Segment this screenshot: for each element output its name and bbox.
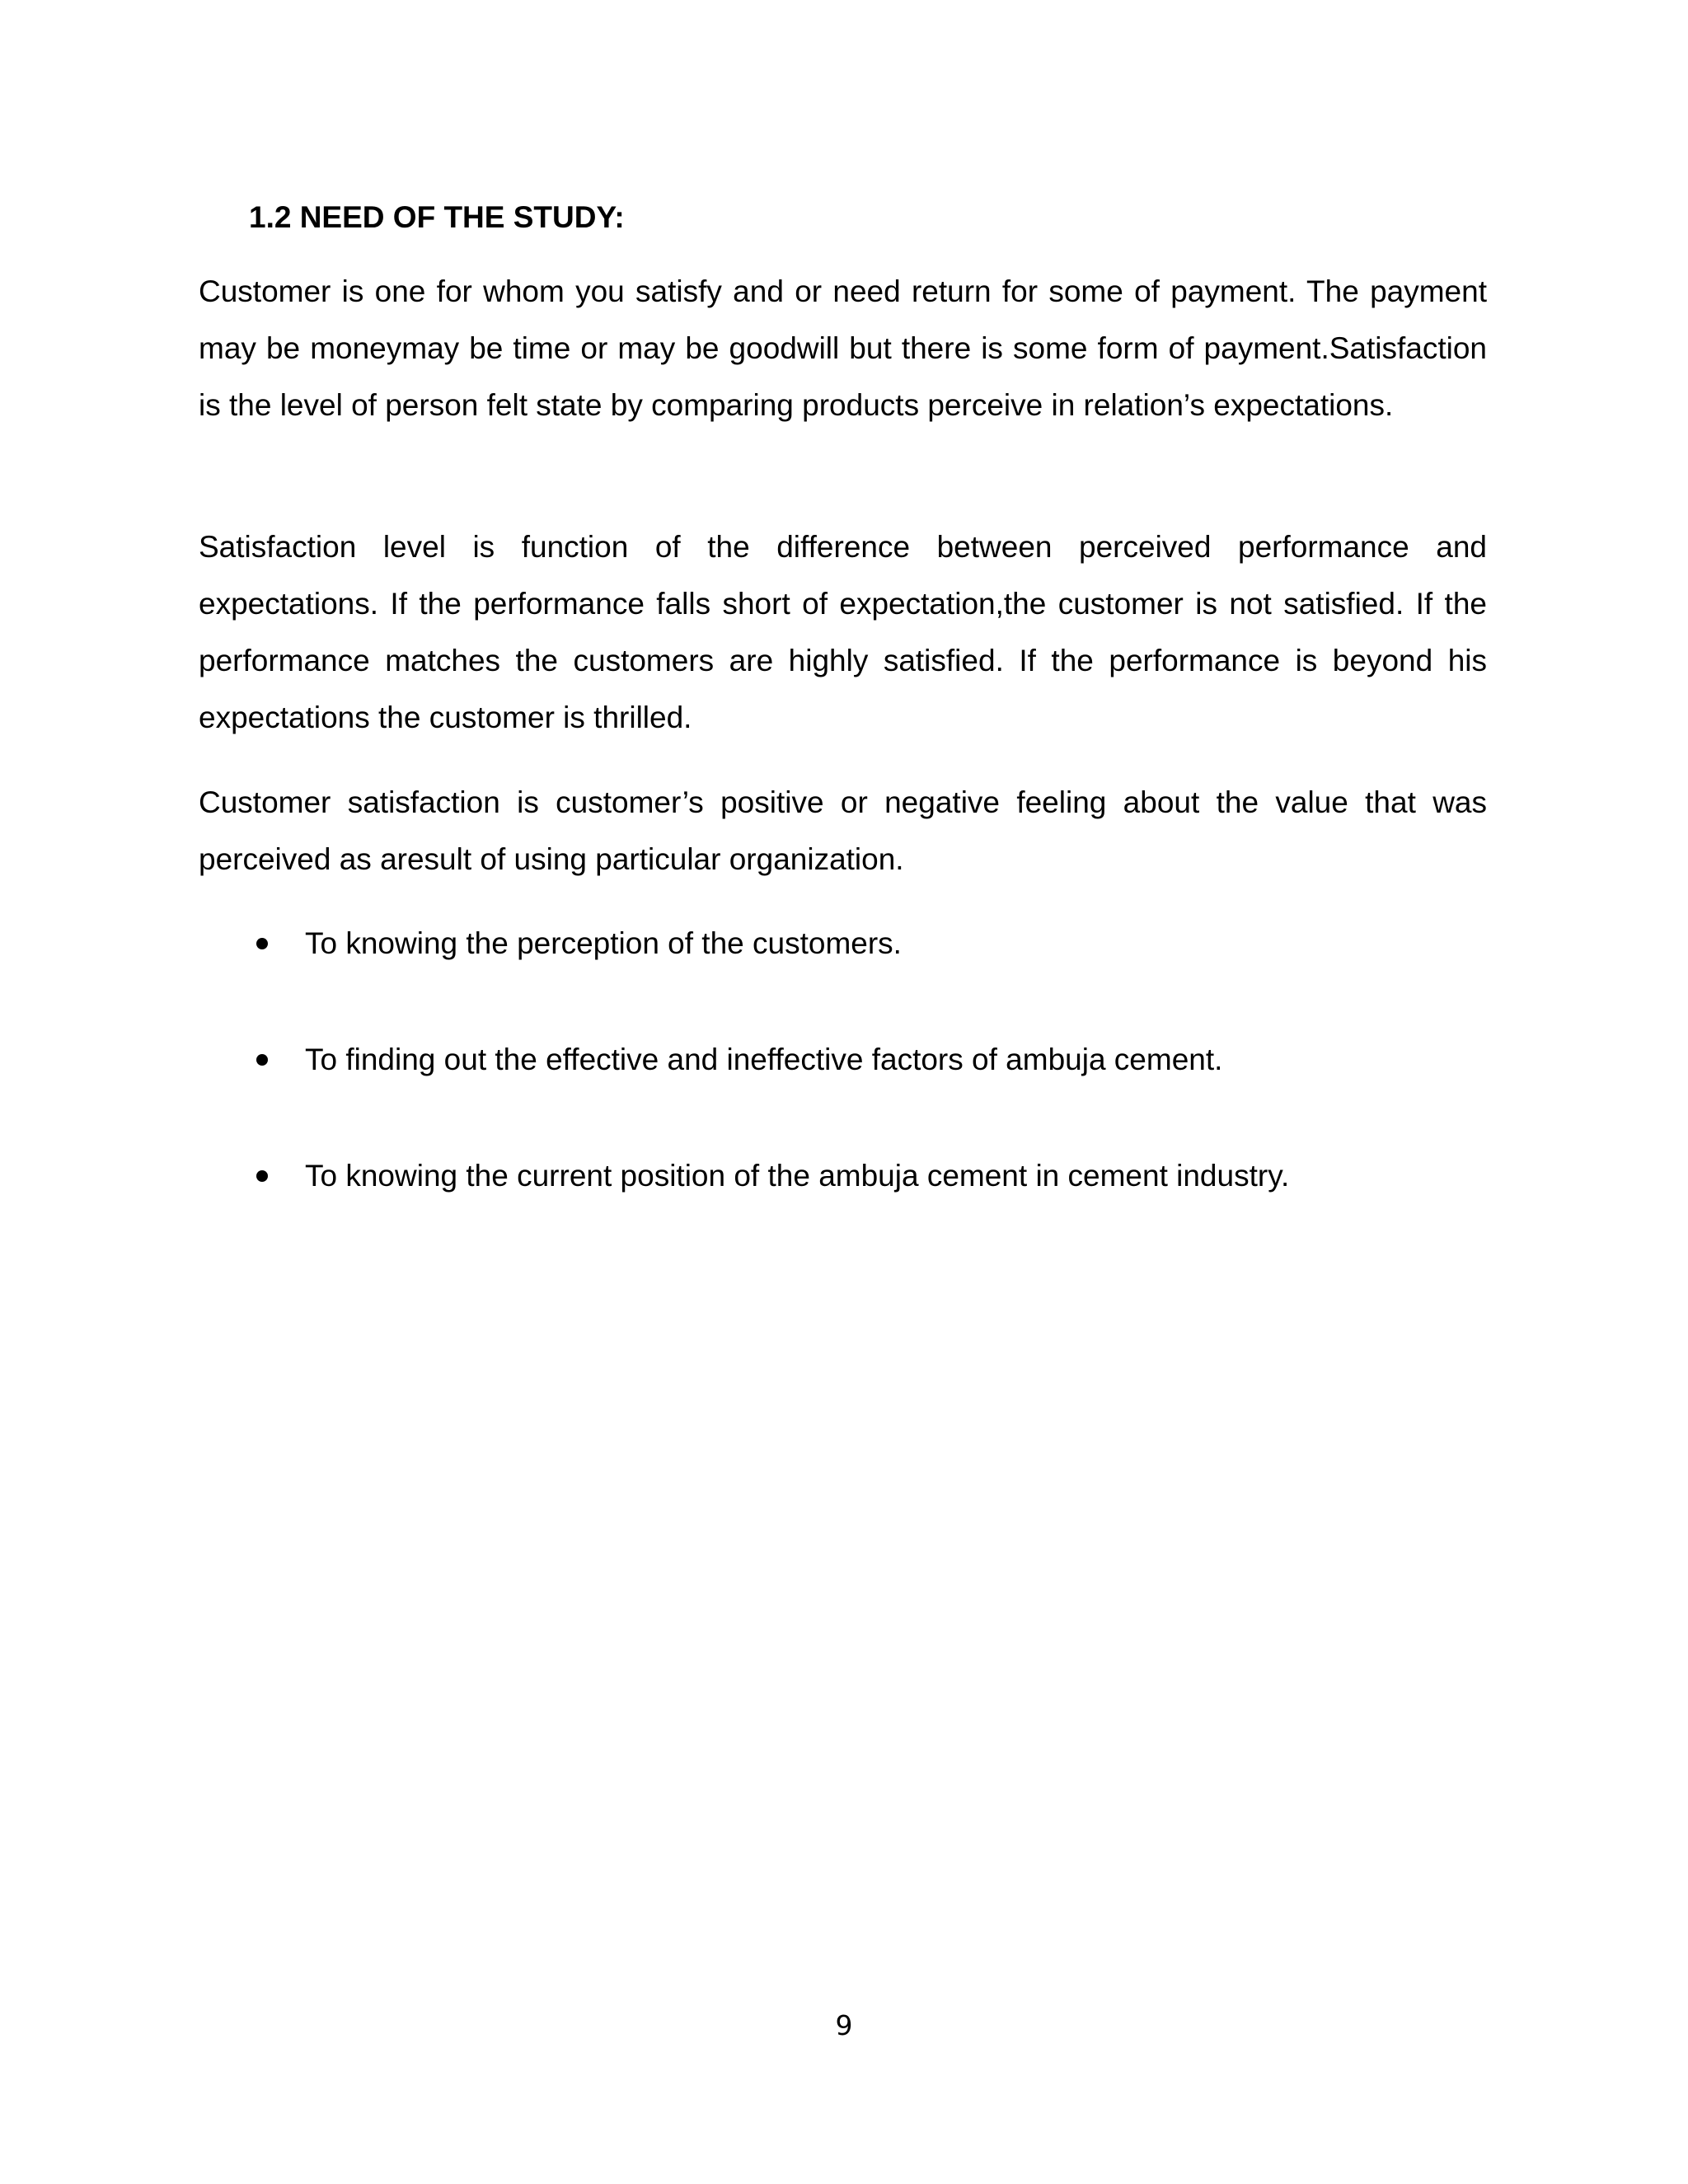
- paragraph-customer-satisfaction: Customer satisfaction is customer’s positive or negative feeling about the value that was perceived as aresult of using particular organization.: [199, 785, 1487, 876]
- list-item-text: To knowing the perception of the customers.: [305, 926, 902, 960]
- paragraph-definition: Customer is one for whom you satisfy and or need return for some of payment. The payment may be moneymay be time or may be goodwill but there is some form of payment.Satisfaction is the level of person felt state by comparing products perceive in relation’s expectations.: [199, 274, 1487, 422]
- bullet-icon: [256, 1170, 268, 1182]
- objectives-list: [199, 915, 1487, 1263]
- list-item-text: To finding out the effective and ineffective factors of ambuja cement.: [305, 1043, 1223, 1076]
- page-number: 9: [835, 2009, 853, 2041]
- paragraph-satisfaction-level: Satisfaction level is function of the difference between perceived performance and expectations. If the performance falls short of expectation,the customer is not satisfied. If the performance matches the customers are highly satisfied. If the performance is beyond his expectations the customer is thrilled.: [199, 530, 1487, 734]
- bullet-icon: [256, 1054, 268, 1066]
- list-item: [199, 1147, 1487, 1263]
- list-item: [199, 915, 1487, 1031]
- list-item: [199, 1031, 1487, 1147]
- list-item-text: To knowing the current position of the ambuja cement in cement industry.: [305, 1159, 1290, 1193]
- section-heading: 1.2 NEED OF THE STUDY:: [249, 200, 625, 234]
- bullet-icon: [256, 938, 268, 949]
